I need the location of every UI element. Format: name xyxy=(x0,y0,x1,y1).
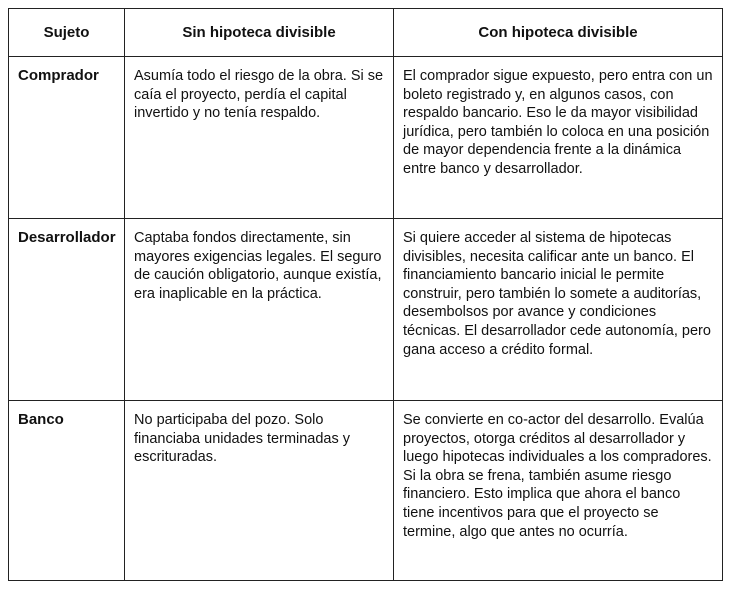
subject-cell: Comprador xyxy=(9,57,125,219)
table-row-comprador xyxy=(9,57,723,219)
table-header-row xyxy=(9,9,723,57)
comparison-table xyxy=(8,8,723,581)
con-hipoteca-cell: El comprador sigue expuesto, pero entra con un boleto registrado y, en algunos casos, con respaldo bancario. Eso le da mayor visibilidad jurídica, pero también lo coloca en una posición de mayor dependencia frente a la dinámica entre banco y desarrollador. xyxy=(394,57,723,219)
sin-hipoteca-cell: Captaba fondos directamente, sin mayores exigencias legales. El seguro de caución obligatorio, aunque existía, era inaplicable en la práctica. xyxy=(125,219,394,401)
con-hipoteca-cell: Se convierte en co-actor del desarrollo. Evalúa proyectos, otorga créditos al desarrollador y luego hipotecas individuales a los compradores. Si la obra se frena, también asume riesgo financiero. Esto implica que ahora el banco tiene incentivos para que el proyecto se termine, algo que antes no ocurría. xyxy=(394,401,723,581)
sin-hipoteca-cell: Asumía todo el riesgo de la obra. Si se caía el proyecto, perdía el capital invertido y no tenía respaldo. xyxy=(125,57,394,219)
header-con-hipoteca: Con hipoteca divisible xyxy=(394,9,723,57)
table-row-desarrollador xyxy=(9,219,723,401)
header-sin-hipoteca: Sin hipoteca divisible xyxy=(125,9,394,57)
con-hipoteca-cell: Si quiere acceder al sistema de hipotecas divisibles, necesita calificar ante un banco. El financiamiento bancario inicial le permite construir, pero también lo somete a auditorías, desembolsos por avance y condiciones técnicas. El desarrollador cede autonomía, pero gana acceso a crédito formal. xyxy=(394,219,723,401)
subject-cell: Desarrollador xyxy=(9,219,125,401)
header-sujeto: Sujeto xyxy=(9,9,125,57)
subject-cell: Banco xyxy=(9,401,125,581)
table-row-banco xyxy=(9,401,723,581)
sin-hipoteca-cell: No participaba del pozo. Solo financiaba unidades terminadas y escrituradas. xyxy=(125,401,394,581)
